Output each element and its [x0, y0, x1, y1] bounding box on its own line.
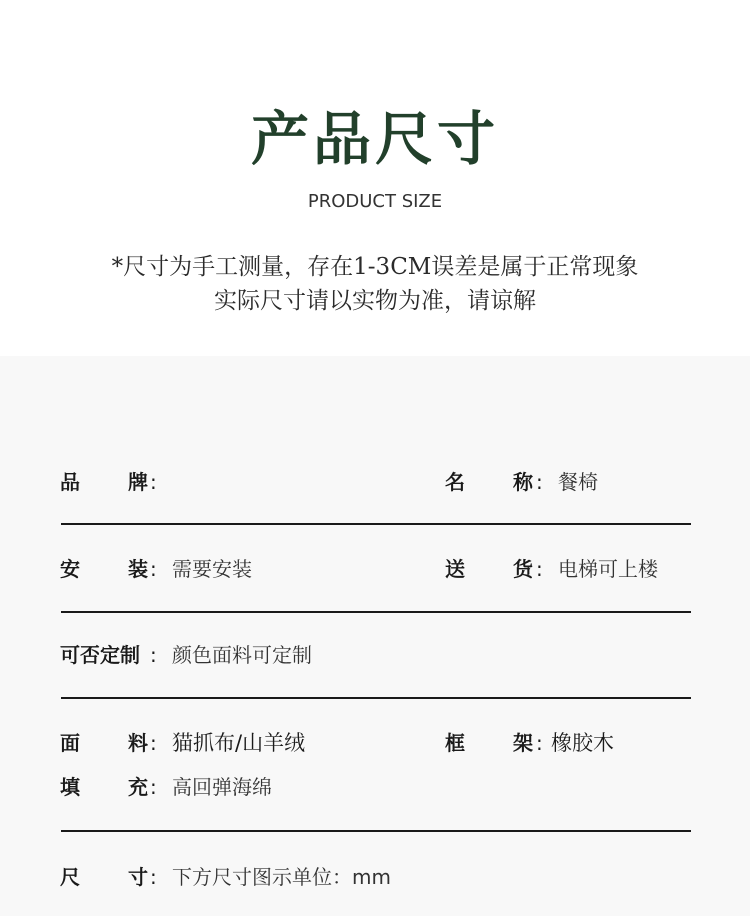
brand-colon: : [150, 470, 157, 494]
spec-divider [61, 611, 691, 613]
spec-row-size [0, 862, 750, 892]
filling-label-char1: 填 [60, 775, 80, 799]
page-title: 产品尺寸 [250, 105, 499, 173]
install-value: 需要安装 [172, 557, 252, 581]
size-colon: : [150, 865, 157, 889]
fabric-label-char2: 料 [128, 731, 148, 755]
fabric-label-char1: 面 [60, 731, 80, 755]
delivery-label-char1: 送 [445, 557, 465, 581]
name-label-char1: 名 [445, 470, 465, 494]
fabric-value: 猫抓布/山羊绒 [172, 731, 306, 755]
actual-size-note: 实际尺寸请以实物为准，请谅解 [214, 288, 536, 314]
spec-divider [61, 697, 691, 699]
measurement-note: *尺寸为手工测量，存在1-3CM误差是属于正常现象 [111, 254, 639, 280]
spec-row-fabric-frame [0, 728, 750, 758]
size-label-char2: 寸 [128, 865, 148, 889]
filling-label-char2: 充 [128, 775, 148, 799]
frame-label-char1: 框 [445, 731, 465, 755]
spec-divider [61, 830, 691, 832]
fabric-colon: : [150, 731, 157, 755]
frame-colon: : [536, 731, 543, 755]
spec-row-install-delivery [0, 554, 750, 584]
name-colon: : [536, 470, 543, 494]
custom-label: 可否定制 [60, 643, 140, 667]
frame-label-char2: 架 [513, 731, 533, 755]
install-colon: : [150, 557, 157, 581]
spec-row-filling [0, 772, 750, 802]
header-section [0, 0, 750, 356]
spec-row-brand-name [0, 467, 750, 497]
delivery-label-char2: 货 [513, 557, 533, 581]
page-subtitle: PRODUCT SIZE [307, 191, 443, 212]
size-label-char1: 尺 [60, 865, 80, 889]
custom-value: 颜色面料可定制 [172, 643, 312, 667]
spec-table [0, 356, 750, 916]
size-value: 下方尺寸图示单位：mm [172, 865, 391, 889]
install-label-char1: 安 [60, 557, 80, 581]
name-value: 餐椅 [558, 470, 598, 494]
frame-value: 橡胶木 [551, 731, 614, 755]
brand-label-char2: 牌 [128, 470, 148, 494]
name-label-char2: 称 [513, 470, 533, 494]
brand-label-char1: 品 [60, 470, 80, 494]
filling-colon: : [150, 775, 157, 799]
spec-divider [61, 523, 691, 525]
custom-colon: : [150, 643, 157, 667]
filling-value: 高回弹海绵 [172, 775, 272, 799]
delivery-colon: : [536, 557, 543, 581]
install-label-char2: 装 [128, 557, 148, 581]
delivery-value: 电梯可上楼 [558, 557, 658, 581]
spec-row-custom [0, 640, 750, 670]
